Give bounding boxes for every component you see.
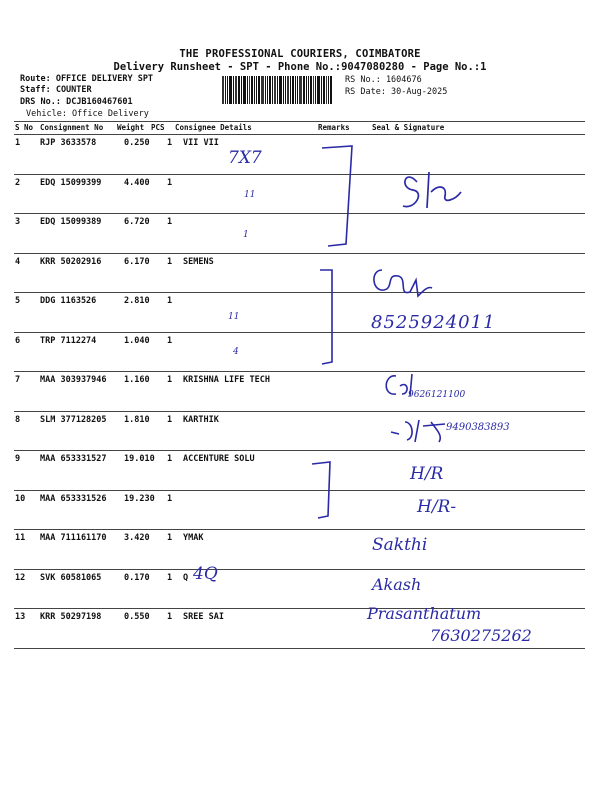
barcode-bar [274,76,276,104]
row-pcs: 1 [167,296,173,306]
drs-number [20,97,133,108]
row-pcs: 1 [167,256,173,267]
barcode-bar [328,76,329,104]
row-consignment-no: EDQ 15099399 [40,177,102,188]
row-sno: 8 [15,414,21,425]
barcode-bar [297,76,298,104]
barcode-bar [229,76,232,104]
handwriting-row6: 4 [233,347,239,357]
barcode-bar [258,76,260,104]
barcode-bar [225,76,226,104]
barcode-bar [295,76,296,104]
col-seal: Seal & Signature [372,123,445,132]
row-consignment-no: SVK 60581065 [40,572,102,583]
row-divider [14,490,585,491]
row-divider [14,608,585,609]
row-divider [14,213,585,214]
barcode-bar [233,76,234,104]
row-consignment-no: EDQ 15099389 [40,217,102,227]
row-consignment-no: RJP 3633578 [40,138,97,148]
company-title: THE PROFESSIONAL COURIERS, COIMBATORE [179,48,421,60]
barcode-bar [227,76,228,104]
handwriting-phone-row13: 7630275262 [430,626,532,645]
row-sno: 4 [15,256,21,267]
handwriting-row1: 7X7 [228,148,262,168]
row-consignment-no: MAA 303937946 [40,375,107,385]
row-weight: 0.550 [124,612,150,622]
barcode-bar [261,76,264,104]
row-consignment-no: MAA 653331526 [40,493,107,504]
row-consignee: SEMENS [183,256,214,267]
row-pcs: 1 [167,612,173,622]
signature-row11: Sakthi [372,535,428,555]
barcode-bar [267,76,268,104]
row-pcs: 1 [167,217,173,227]
row-sno: 9 [15,454,21,464]
row-consignee: KRISHNA LIFE TECH [183,375,270,385]
barcode [222,76,340,104]
row-divider [14,648,585,649]
barcode-bar [317,76,320,104]
row-weight: 1.810 [124,414,150,425]
barcode-bar [251,76,253,104]
vehicle-label: Vehicle: Office Delivery [26,109,149,119]
barcode-bar [238,76,240,104]
handwriting-phone-row4: 8525924011 [371,312,496,333]
signature-row13: Prasanthatum [367,604,482,623]
row-sno: 6 [15,335,21,346]
handwriting-row3: 1 [243,230,249,240]
barcode-bar [313,76,314,104]
barcode-bar [279,76,282,104]
barcode-bar [277,76,278,104]
row-sno: 1 [15,138,21,148]
handwriting-phone-row8: 9490383893 [446,422,510,433]
signature-row7 [380,370,420,406]
remarks-bracket-rows1-3 [300,140,360,254]
barcode-bar [315,76,316,104]
staff-label: Staff: COUNTER [20,85,92,95]
barcode-bar [241,76,242,104]
row-pcs: 1 [167,335,173,346]
barcode-bar [265,76,266,104]
handwriting-remark-row10: H/R- [417,497,457,517]
row-consignment-no: DDG 1163526 [40,296,97,306]
barcode-bar [310,76,312,104]
row-pcs: 1 [167,177,173,188]
handwriting-phone-row7: 9626121100 [408,390,466,400]
row-sno: 7 [15,375,21,385]
barcode-bar [269,76,271,104]
barcode-bar [306,76,307,104]
row-sno: 12 [15,572,26,583]
row-divider [14,174,585,175]
barcode-bar [290,76,291,104]
barcode-bar [254,76,255,104]
table-top-rule [14,121,585,122]
barcode-bar [292,76,294,104]
row-consignment-no: KRR 50297198 [40,612,102,622]
row-divider [14,529,585,530]
row-divider [14,253,585,254]
row-weight: 6.170 [124,256,150,267]
remarks-bracket-rows4-6 [300,262,360,376]
row-sno: 11 [15,533,26,543]
row-consignee: ACCENTURE SOLU [183,454,255,464]
row-divider [14,371,585,372]
signature-row8 [385,416,455,450]
barcode-bar [287,76,289,104]
row-consignee: KARTHIK [183,414,219,425]
col-consignment: Consignment No [40,123,104,132]
barcode-bar [285,76,286,104]
remarks-bracket-rows9-10 [300,456,360,530]
row-divider [14,292,585,293]
barcode-bar [299,76,302,104]
row-pcs: 1 [167,533,173,543]
barcode-bar [330,76,332,104]
row-weight: 0.250 [124,138,150,148]
row-sno: 10 [15,493,26,504]
row-weight: 0.170 [124,572,150,583]
col-sno: S No [15,123,34,132]
barcode-bar [283,76,284,104]
row-divider [14,569,585,570]
row-weight: 3.420 [124,533,150,543]
row-sno: 2 [15,177,21,188]
row-weight: 1.040 [124,335,150,346]
barcode-bar [321,76,322,104]
row-sno: 5 [15,296,21,306]
row-consignment-no: TRP 7112274 [40,335,97,346]
row-pcs: 1 [167,454,173,464]
row-consignment-no: KRR 50202916 [40,256,102,267]
row-weight: 2.810 [124,296,150,306]
barcode-bar [222,76,224,104]
barcode-bar [256,76,257,104]
row-consignment-no: MAA 653331527 [40,454,107,464]
row-weight: 1.160 [124,375,150,385]
row-sno: 3 [15,217,21,227]
row-consignee: Q [183,572,189,583]
row-consignee: VII VII [183,138,219,148]
handwriting-row2: 11 [244,190,256,200]
barcode-bar [308,76,309,104]
col-consignee: Consignee Details [175,123,252,132]
row-divider [14,411,585,412]
row-pcs: 1 [167,414,173,425]
row-divider [14,332,585,333]
col-remarks: Remarks [318,123,350,132]
handwriting-row5: 11 [228,312,240,322]
barcode-bar [323,76,325,104]
row-pcs: 1 [167,375,173,385]
handwriting-consignee-row12: 4Q [193,564,218,584]
row-weight: 19.010 [124,454,155,464]
barcode-bar [326,76,327,104]
table-header-rule [14,134,585,135]
row-pcs: 1 [167,138,173,148]
drs-value: DCJB160467601 [66,97,133,107]
row-sno: 13 [15,612,26,622]
drs-label: DRS No.: [20,97,61,107]
col-weight: Weight [117,123,145,132]
barcode-bar [247,76,248,104]
row-consignee: YMAK [183,533,204,543]
barcode-bar [243,76,246,104]
barcode-bar [272,76,273,104]
rs-date: RS Date: 30-Aug-2025 [345,87,448,97]
row-pcs: 1 [167,493,173,504]
barcode-bar [249,76,250,104]
barcode-bar [303,76,305,104]
runsheet-subtitle: Delivery Runsheet - SPT - Phone No.:9047080280 - Page No.:1 [113,61,487,73]
barcode-bar [235,76,237,104]
signature-row12: Akash [372,575,422,594]
row-weight: 19.230 [124,493,155,504]
rs-number: RS No.: 1604676 [345,75,422,85]
handwriting-remark-row9: H/R [410,464,444,484]
row-consignee: SREE SAI [183,612,224,622]
row-consignment-no: MAA 711161170 [40,533,107,543]
row-pcs: 1 [167,572,173,583]
row-consignment-no: SLM 377128205 [40,414,107,425]
row-weight: 6.720 [124,217,150,227]
signature-row4 [368,262,438,311]
route-label: Route: OFFICE DELIVERY SPT [20,74,154,84]
col-pcs: PCS [151,123,165,132]
row-divider [14,450,585,451]
row-weight: 4.400 [124,177,150,188]
